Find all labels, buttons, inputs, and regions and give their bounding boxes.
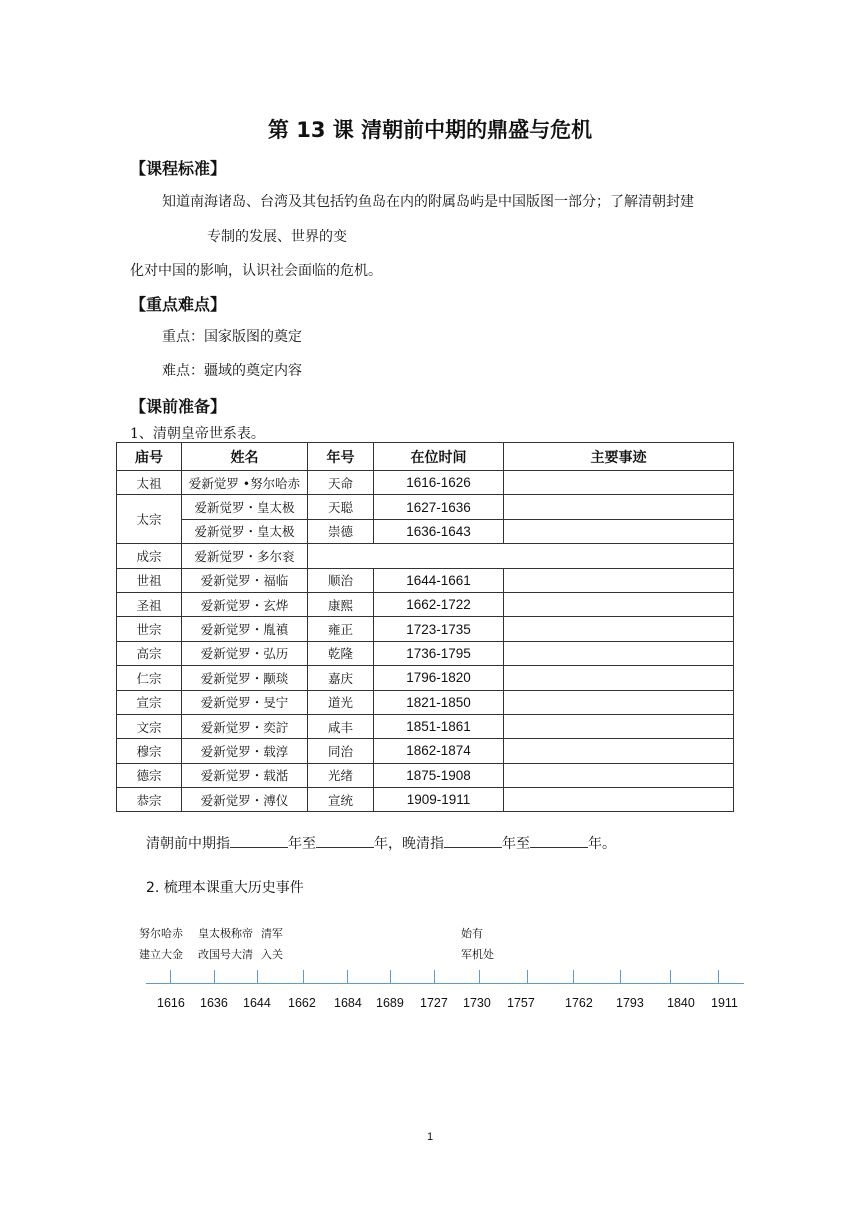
cell-era: 雍正 [308,617,374,641]
cell-deeds[interactable] [504,471,734,495]
timeline-tick [434,970,435,984]
table-row [117,763,734,787]
fill-blank-4[interactable] [530,833,588,848]
fill-text-3: 年，晚清指 [374,836,444,852]
event-label-2-line2: 改国号大清 [198,948,253,961]
cell-era: 光绪 [308,763,374,787]
cell-name: 爱新觉罗・多尔衮 [182,544,308,568]
timeline-year: 1840 [667,996,695,1010]
table-row [117,788,734,812]
table-row [117,519,734,543]
cell-deeds[interactable] [504,788,734,812]
timeline-year: 1757 [507,996,535,1010]
cell-era: 崇德 [308,519,374,543]
cell-years: 1723-1735 [374,617,504,641]
cell-temple: 太宗 [117,495,182,544]
cell-deeds[interactable] [504,739,734,763]
cell-deeds[interactable] [504,592,734,616]
table-row [117,544,734,568]
cell-era: 宣统 [308,788,374,812]
key-point: 重点：国家版图的奠定 [162,329,302,345]
fill-text-5: 年。 [588,836,616,852]
timeline-tick [718,970,719,984]
timeline-tick [303,970,304,984]
cell-name: 爱新觉罗・溥仪 [182,788,308,812]
table-row [117,690,734,714]
cell-name: 爱新觉罗・弘历 [182,641,308,665]
timeline-tick [257,970,258,984]
timeline-year: 1689 [376,996,404,1010]
cell-years: 1909-1911 [374,788,504,812]
cell-name: 爱新觉罗・皇太极 [182,495,308,519]
timeline-heading: 2. 梳理本课重大历史事件 [146,880,304,896]
cell-deeds[interactable] [504,568,734,592]
cell-era: 天命 [308,471,374,495]
table-header-row [117,443,734,471]
timeline-year: 1636 [200,996,228,1010]
emperor-table [116,442,734,812]
cell-era: 咸丰 [308,714,374,738]
cell-temple: 宣宗 [117,690,182,714]
cell-temple: 世宗 [117,617,182,641]
header-name: 姓名 [182,443,308,471]
timeline-year: 1911 [711,996,738,1010]
cell-era: 康熙 [308,592,374,616]
table-row [117,592,734,616]
cell-temple: 穆宗 [117,739,182,763]
difficult-point: 难点：疆域的奠定内容 [162,363,302,379]
cell-temple: 太祖 [117,471,182,495]
key-difficult-heading: 【重点难点】 [130,295,227,314]
table-row [117,495,734,519]
timeline-year: 1730 [463,996,491,1010]
timeline-tick [573,970,574,984]
cell-temple: 世祖 [117,568,182,592]
timeline-year: 1793 [616,996,644,1010]
standard-text-line2: 专制的发展、世界的变 [207,229,347,245]
cell-era: 同治 [308,739,374,763]
cell-deeds[interactable] [504,641,734,665]
cell-temple: 文宗 [117,714,182,738]
timeline-tick [214,970,215,984]
cell-years: 1662-1722 [374,592,504,616]
cell-temple: 成宗 [117,544,182,568]
cell-temple: 德宗 [117,763,182,787]
table-row [117,739,734,763]
event-label-1-line1: 努尔哈赤 [139,927,183,940]
timeline-year: 1644 [243,996,271,1010]
cell-deeds[interactable] [504,617,734,641]
cell-name: 爱新觉罗 •努尔哈赤 [182,471,308,495]
cell-name: 爱新觉罗・奕詝 [182,714,308,738]
fill-blank-1[interactable] [230,833,288,848]
cell-name: 爱新觉罗・玄烨 [182,592,308,616]
cell-years: 1736-1795 [374,641,504,665]
fill-in-sentence [146,833,616,853]
header-temple-name: 庙号 [117,443,182,471]
timeline-tick [527,970,528,984]
timeline-tick [347,970,348,984]
fill-blank-3[interactable] [444,833,502,848]
event-label-3-line2: 入关 [261,948,283,961]
timeline-year: 1762 [565,996,593,1010]
cell-deeds[interactable] [504,519,734,543]
table-row [117,471,734,495]
fill-blank-2[interactable] [316,833,374,848]
header-era-name: 年号 [308,443,374,471]
cell-temple: 仁宗 [117,666,182,690]
prep-heading: 【课前准备】 [130,397,227,416]
table-row [117,617,734,641]
cell-deeds[interactable] [504,495,734,519]
cell-temple: 恭宗 [117,788,182,812]
table-row [117,714,734,738]
cell-era: 顺治 [308,568,374,592]
cell-years: 1644-1661 [374,568,504,592]
event-label-4-line2: 军机处 [461,948,494,961]
fill-text-4: 年至 [502,836,530,852]
event-label-3-line1: 清军 [261,927,283,940]
cell-era: 道光 [308,690,374,714]
timeline-year: 1684 [334,996,362,1010]
cell-era: 乾隆 [308,641,374,665]
timeline-tick [390,970,391,984]
timeline-year: 1727 [420,996,448,1010]
cell-temple: 高宗 [117,641,182,665]
cell-years: 1862-1874 [374,739,504,763]
cell-years: 1851-1861 [374,714,504,738]
fill-text-1: 清朝前中期指 [146,836,230,852]
timeline-tick [670,970,671,984]
event-label-4-line1: 始有 [461,927,483,940]
cell-name: 爱新觉罗・胤禛 [182,617,308,641]
cell-years: 1875-1908 [374,763,504,787]
header-main-deeds: 主要事迹 [504,443,734,471]
table-row [117,568,734,592]
prep-item-1: 1、清朝皇帝世系表。 [130,426,265,442]
cell-temple: 圣祖 [117,592,182,616]
cell-era: 天聪 [308,495,374,519]
timeline-tick [479,970,480,984]
standard-text-line1: 知道南海诸岛、台湾及其包括钓鱼岛在内的附属岛屿是中国版图一部分；了解清朝封建 [162,194,694,210]
cell-empty-merged [308,544,734,568]
cell-years: 1796-1820 [374,666,504,690]
timeline-tick [170,970,171,984]
event-label-1-line2: 建立大金 [139,948,183,961]
event-label-2-line1: 皇太极称帝 [198,927,253,940]
cell-name: 爱新觉罗・福临 [182,568,308,592]
cell-name: 爱新觉罗・旻宁 [182,690,308,714]
timeline-year: 1616 [157,996,185,1010]
cell-deeds[interactable] [504,666,734,690]
cell-deeds[interactable] [504,690,734,714]
cell-years: 1636-1643 [374,519,504,543]
timeline-axis [146,983,744,984]
standard-heading: 【课程标准】 [130,159,227,178]
cell-years: 1616-1626 [374,471,504,495]
timeline-tick [620,970,621,984]
cell-deeds[interactable] [504,763,734,787]
cell-years: 1821-1850 [374,690,504,714]
cell-deeds[interactable] [504,714,734,738]
table-row [117,666,734,690]
cell-name: 爱新觉罗・颙琰 [182,666,308,690]
cell-name: 爱新觉罗・载湉 [182,763,308,787]
header-reign-years: 在位时间 [374,443,504,471]
page-title: 第 13 课 清朝前中期的鼎盛与危机 [267,118,593,142]
cell-years: 1627-1636 [374,495,504,519]
timeline-year: 1662 [288,996,316,1010]
standard-text-line3: 化对中国的影响，认识社会面临的危机。 [130,263,382,279]
fill-text-2: 年至 [288,836,316,852]
table-row [117,641,734,665]
cell-name: 爱新觉罗・载淳 [182,739,308,763]
cell-name: 爱新觉罗・皇太极 [182,519,308,543]
page-number: 1 [426,1131,434,1143]
cell-era: 嘉庆 [308,666,374,690]
